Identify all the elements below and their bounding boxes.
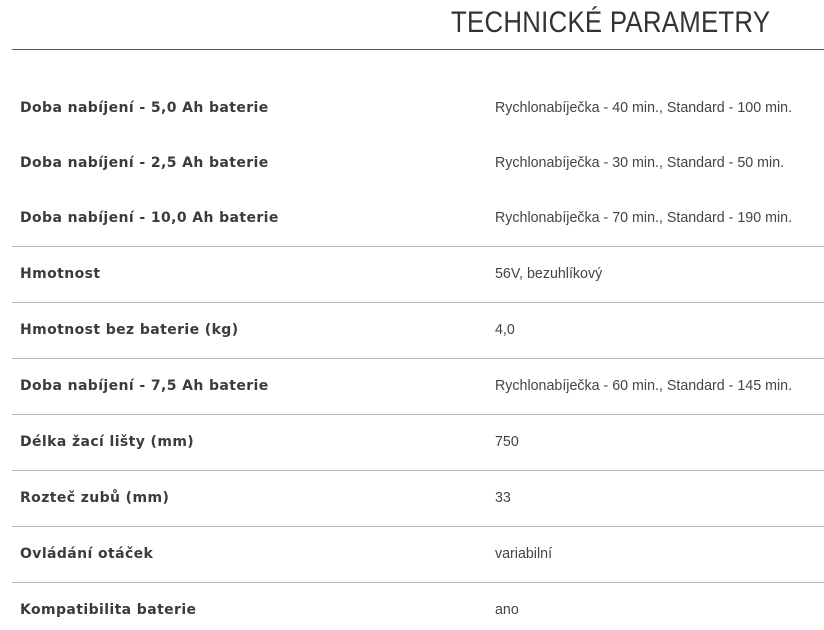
section-title: TECHNICKÉ PARAMETRY xyxy=(451,6,771,39)
spec-label: Doba nabíjení - 5,0 Ah baterie xyxy=(20,100,269,116)
spec-value: 750 xyxy=(495,433,519,450)
spec-value: Rychlonabíječka - 60 min., Standard - 145 min. xyxy=(495,377,793,394)
spec-label: Ovládání otáček xyxy=(20,546,154,562)
spec-label: Doba nabíjení - 10,0 Ah baterie xyxy=(20,210,279,226)
spec-label: Kompatibilita baterie xyxy=(20,602,197,618)
spec-value: 4,0 xyxy=(495,321,515,338)
spec-value: ano xyxy=(495,601,519,618)
spec-row-charging-5ah xyxy=(12,81,824,136)
spec-label: Hmotnost xyxy=(20,266,101,282)
spec-label: Rozteč zubů (mm) xyxy=(20,490,170,506)
spec-row-battery-compatibility xyxy=(12,583,824,630)
spec-value: Rychlonabíječka - 40 min., Standard - 100 min. xyxy=(495,99,793,116)
spec-label: Hmotnost bez baterie (kg) xyxy=(20,322,239,338)
spec-row-charging-10ah xyxy=(12,191,824,247)
spec-value: 56V, bezuhlíkový xyxy=(495,265,603,282)
spec-table xyxy=(12,81,824,630)
spec-row-weight-without-battery xyxy=(12,303,824,359)
spec-row-charging-7-5ah xyxy=(12,359,824,415)
spec-value: Rychlonabíječka - 70 min., Standard - 190 min. xyxy=(495,209,793,226)
spec-value: 33 xyxy=(495,489,511,506)
spec-value: Rychlonabíječka - 30 min., Standard - 50 min. xyxy=(495,154,785,171)
spec-label: Doba nabíjení - 2,5 Ah baterie xyxy=(20,155,269,171)
spec-label: Délka žací lišty (mm) xyxy=(20,434,195,450)
spec-label: Doba nabíjení - 7,5 Ah baterie xyxy=(20,378,269,394)
title-divider xyxy=(12,49,824,50)
spec-value: variabilní xyxy=(495,545,553,562)
spec-row-weight xyxy=(12,247,824,303)
spec-row-tooth-pitch xyxy=(12,471,824,527)
spec-row-charging-2-5ah xyxy=(12,136,824,191)
spec-row-speed-control xyxy=(12,527,824,583)
spec-row-blade-length xyxy=(12,415,824,471)
